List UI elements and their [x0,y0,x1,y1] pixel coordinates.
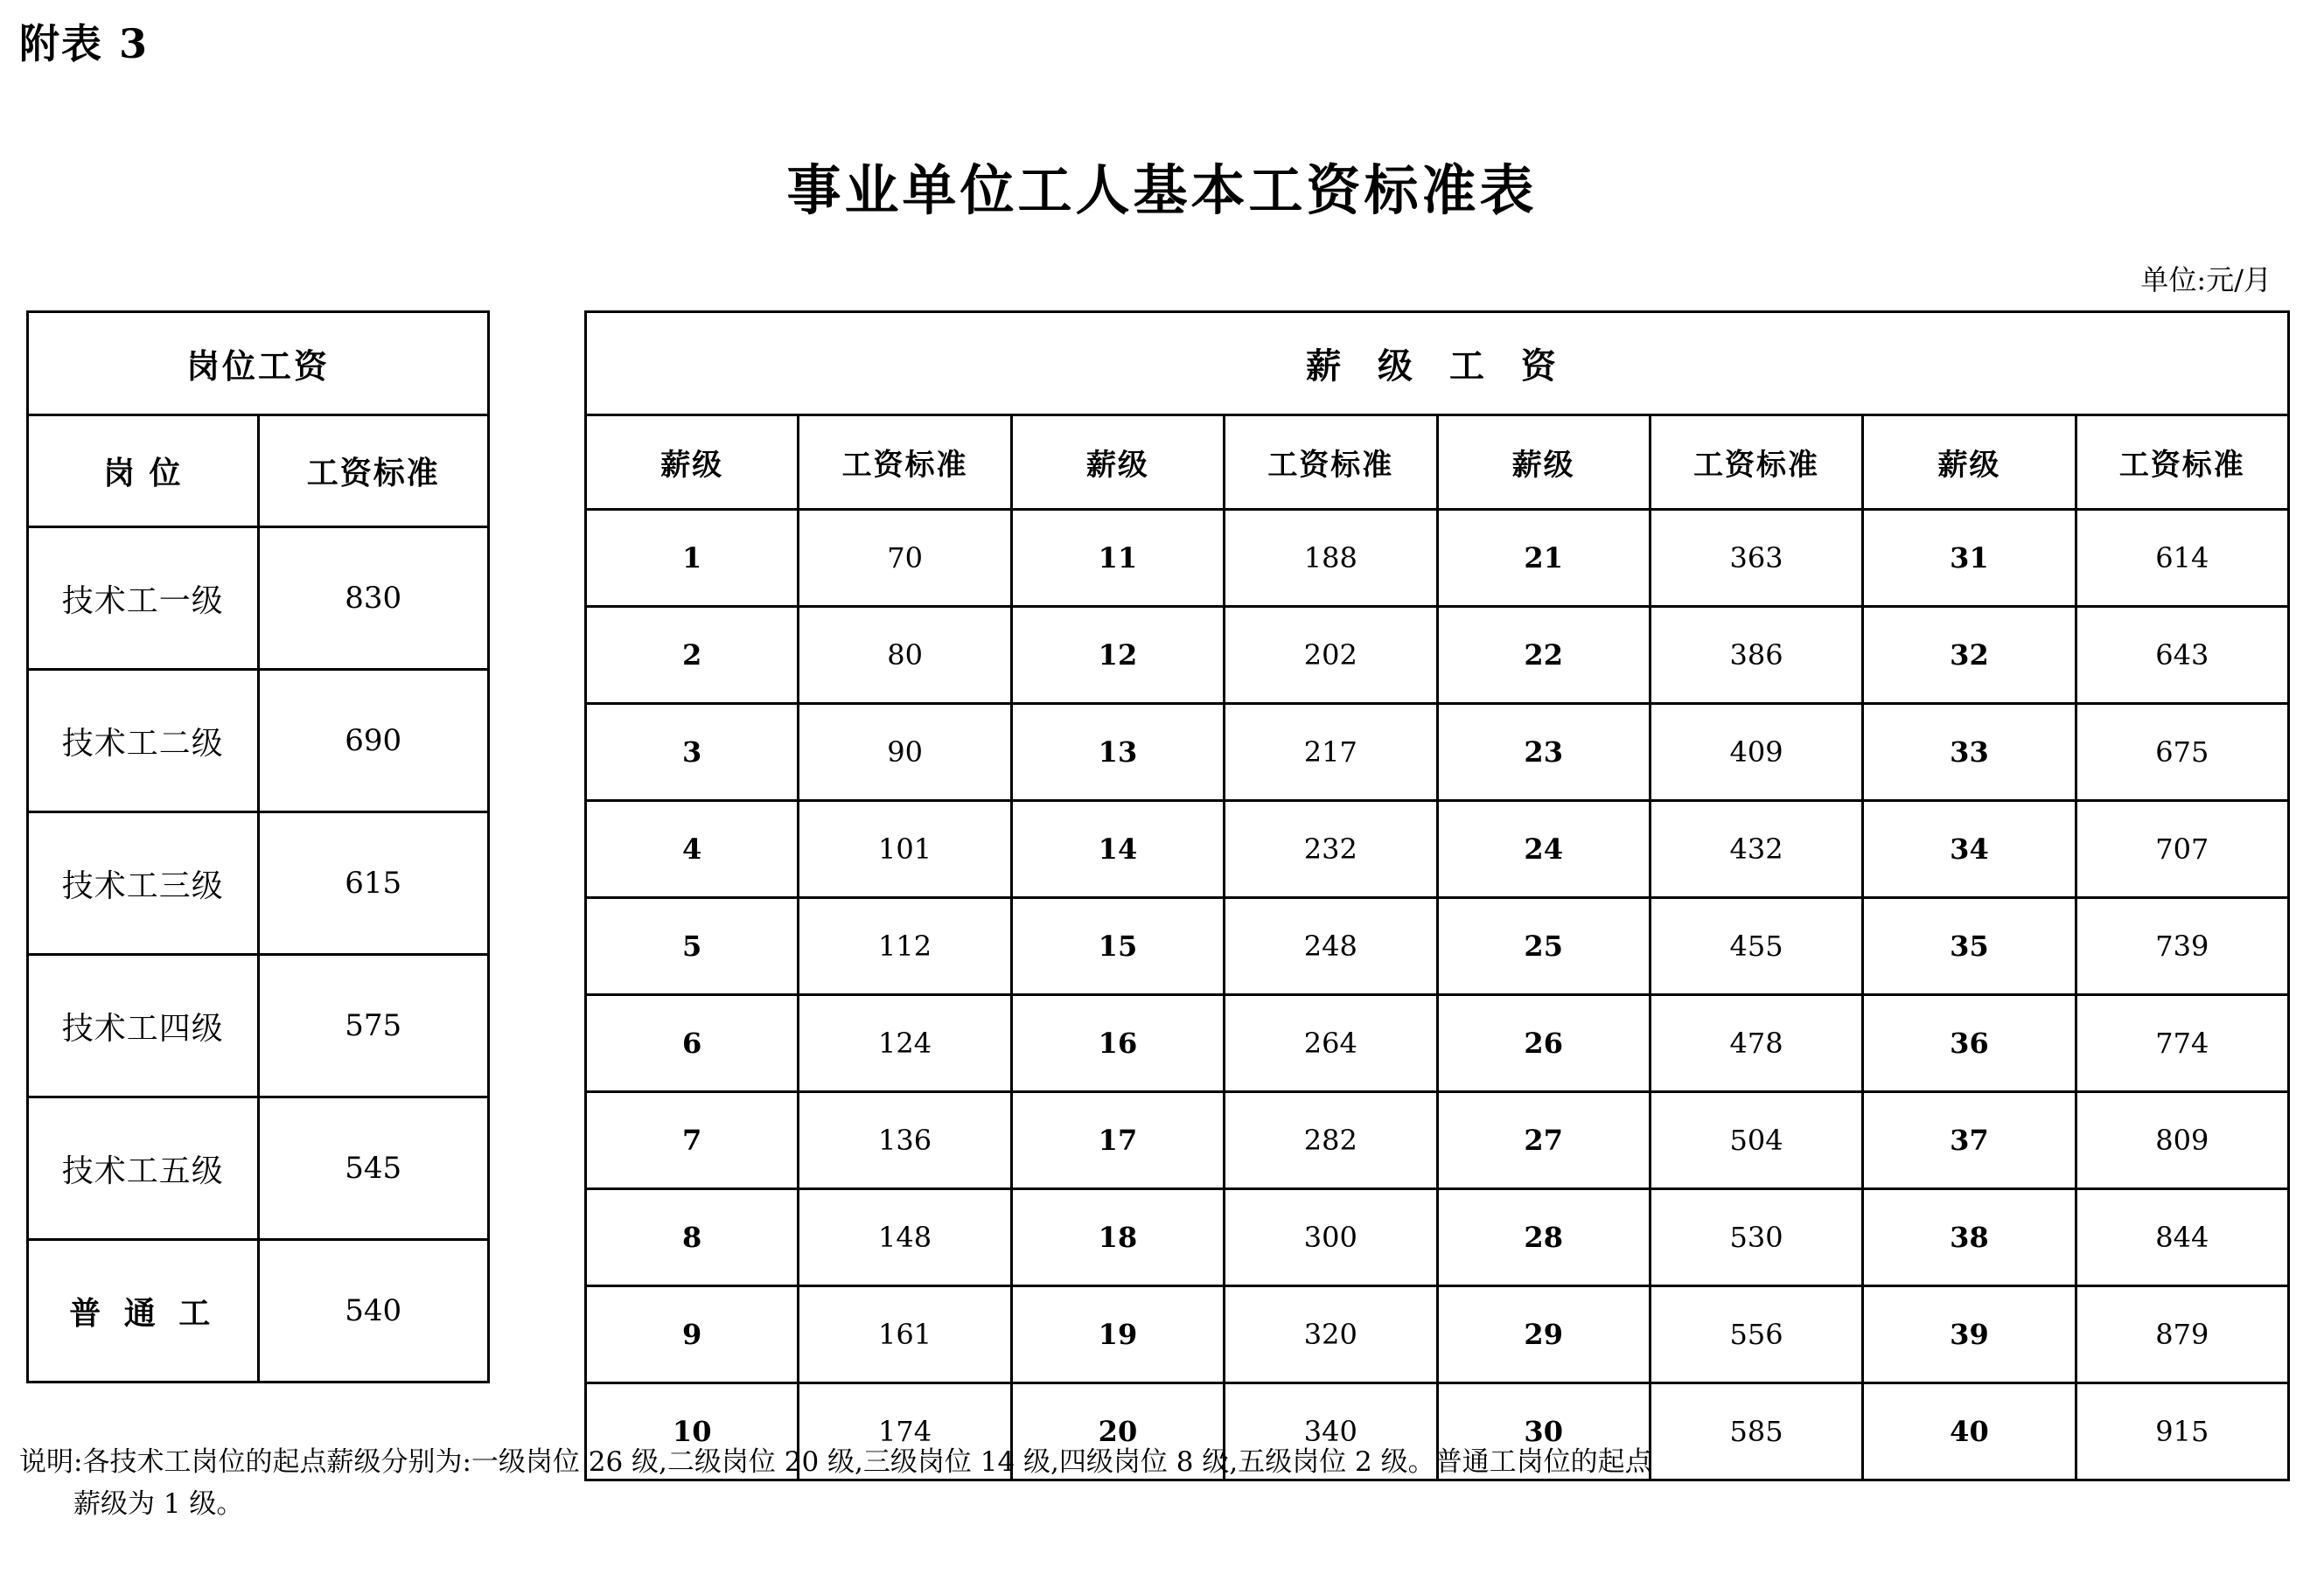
table-row [586,801,2289,898]
grade-salary: 340 [1225,1383,1437,1480]
grade-level: 32 [1863,607,2076,704]
grade-level: 1 [586,510,799,607]
unit-note: 单位:元/月 [2140,263,2272,296]
table-row [28,527,489,670]
table-row [586,1286,2289,1383]
grade-level: 33 [1863,704,2076,801]
post-name: 技术工三级 [28,812,259,955]
grade-col-header: 薪级 [1863,415,2076,510]
table-row [28,812,489,955]
grade-salary: 300 [1225,1189,1437,1286]
grade-level: 26 [1437,995,1650,1092]
grade-level: 21 [1437,510,1650,607]
post-name: 技术工四级 [28,955,259,1097]
grade-level: 31 [1863,510,2076,607]
grade-salary: 217 [1225,704,1437,801]
grade-salary: 915 [2076,1383,2288,1480]
grade-level: 4 [586,801,799,898]
grade-salary: 643 [2076,607,2288,704]
grade-salary: 148 [799,1189,1011,1286]
grade-salary: 101 [799,801,1011,898]
table-row [586,1189,2289,1286]
grade-salary: 161 [799,1286,1011,1383]
grade-salary: 879 [2076,1286,2288,1383]
grade-col-header: 薪级 [1011,415,1224,510]
grade-level: 13 [1011,704,1224,801]
grade-salary: 363 [1650,510,1862,607]
post-salary: 830 [258,527,489,670]
grade-salary: 844 [2076,1189,2288,1286]
grade-salary: 556 [1650,1286,1862,1383]
grade-level: 18 [1011,1189,1224,1286]
grade-salary: 675 [2076,704,2288,801]
grade-salary: 530 [1650,1189,1862,1286]
salary-col-header: 工资标准 [799,415,1011,510]
grade-level: 27 [1437,1092,1650,1189]
grade-level: 5 [586,898,799,995]
table-row [586,510,2289,607]
grade-salary: 432 [1650,801,1862,898]
grade-col-header: 薪级 [586,415,799,510]
table-row [586,898,2289,995]
post-name: 技术工五级 [28,1097,259,1240]
post-table-col-post: 岗 位 [28,415,259,527]
post-salary: 575 [258,955,489,1097]
post-salary: 545 [258,1097,489,1240]
grade-level: 23 [1437,704,1650,801]
footnote [19,1441,2311,1525]
grade-level: 34 [1863,801,2076,898]
post-table-group-header: 岗位工资 [28,312,489,415]
grade-level: 30 [1437,1383,1650,1480]
post-name: 普 通 工 [28,1240,259,1382]
grade-salary: 455 [1650,898,1862,995]
salary-col-header: 工资标准 [2076,415,2288,510]
grade-salary: 202 [1225,607,1437,704]
grade-salary: 112 [799,898,1011,995]
grade-salary: 264 [1225,995,1437,1092]
grade-salary: 409 [1650,704,1862,801]
grade-level: 19 [1011,1286,1224,1383]
grade-salary: 188 [1225,510,1437,607]
grade-level: 36 [1863,995,2076,1092]
grade-salary: 90 [799,704,1011,801]
grade-salary: 282 [1225,1092,1437,1189]
table-row [586,415,2289,510]
grade-table-group-header: 薪 级 工 资 [586,312,2289,415]
grade-level: 38 [1863,1189,2076,1286]
post-table-col-salary: 工资标准 [258,415,489,527]
grade-level: 8 [586,1189,799,1286]
grade-level: 7 [586,1092,799,1189]
post-salary: 690 [258,670,489,812]
grade-level: 35 [1863,898,2076,995]
table-row [586,607,2289,704]
post-name: 技术工二级 [28,670,259,812]
grade-level: 14 [1011,801,1224,898]
grade-level: 10 [586,1383,799,1480]
footnote-line-1: 说明:各技术工岗位的起点薪级分别为:一级岗位 26 级,二级岗位 20 级,三级岗位 14 级,四级岗位 8 级,五级岗位 2 级。普通工岗位的起点 [19,1446,1652,1478]
grade-level: 28 [1437,1189,1650,1286]
table-row [586,704,2289,801]
grade-salary: 386 [1650,607,1862,704]
grade-salary: 232 [1225,801,1437,898]
grade-level: 3 [586,704,799,801]
grade-salary: 707 [2076,801,2288,898]
grade-salary: 320 [1225,1286,1437,1383]
grade-salary: 80 [799,607,1011,704]
grade-level: 17 [1011,1092,1224,1189]
grade-level: 16 [1011,995,1224,1092]
post-salary: 540 [258,1240,489,1382]
grade-salary: 70 [799,510,1011,607]
table-row [28,1097,489,1240]
salary-col-header: 工资标准 [1225,415,1437,510]
grade-level: 9 [586,1286,799,1383]
grade-level: 22 [1437,607,1650,704]
grade-salary: 504 [1650,1092,1862,1189]
table-row [28,670,489,812]
grade-salary: 585 [1650,1383,1862,1480]
grade-col-header: 薪级 [1437,415,1650,510]
post-salary-table [26,310,490,1383]
grade-salary: 774 [2076,995,2288,1092]
grade-level: 39 [1863,1286,2076,1383]
post-salary: 615 [258,812,489,955]
attachment-label: 附表 3 [19,20,150,67]
grade-salary: 248 [1225,898,1437,995]
grade-salary: 136 [799,1092,1011,1189]
page-title: 事业单位工人基本工资标准表 [786,158,1538,222]
grade-salary: 124 [799,995,1011,1092]
grade-level: 25 [1437,898,1650,995]
grade-salary: 739 [2076,898,2288,995]
table-row [586,995,2289,1092]
grade-level: 24 [1437,801,1650,898]
grade-salary: 174 [799,1383,1011,1480]
grade-level: 37 [1863,1092,2076,1189]
table-row [28,1240,489,1382]
grade-level: 6 [586,995,799,1092]
table-row [586,1092,2289,1189]
grade-salary: 478 [1650,995,1862,1092]
grade-level: 40 [1863,1383,2076,1480]
grade-level: 11 [1011,510,1224,607]
table-row [28,312,489,415]
grade-level: 2 [586,607,799,704]
grade-salary: 614 [2076,510,2288,607]
grade-level: 15 [1011,898,1224,995]
grade-salary-table [584,310,2290,1481]
salary-col-header: 工资标准 [1650,415,1862,510]
footnote-line-2: 薪级为 1 级。 [73,1488,244,1521]
grade-level: 20 [1011,1383,1224,1480]
table-row [586,312,2289,415]
post-name: 技术工一级 [28,527,259,670]
grade-salary: 809 [2076,1092,2288,1189]
table-row [28,955,489,1097]
table-row [28,415,489,527]
grade-level: 29 [1437,1286,1650,1383]
grade-level: 12 [1011,607,1224,704]
